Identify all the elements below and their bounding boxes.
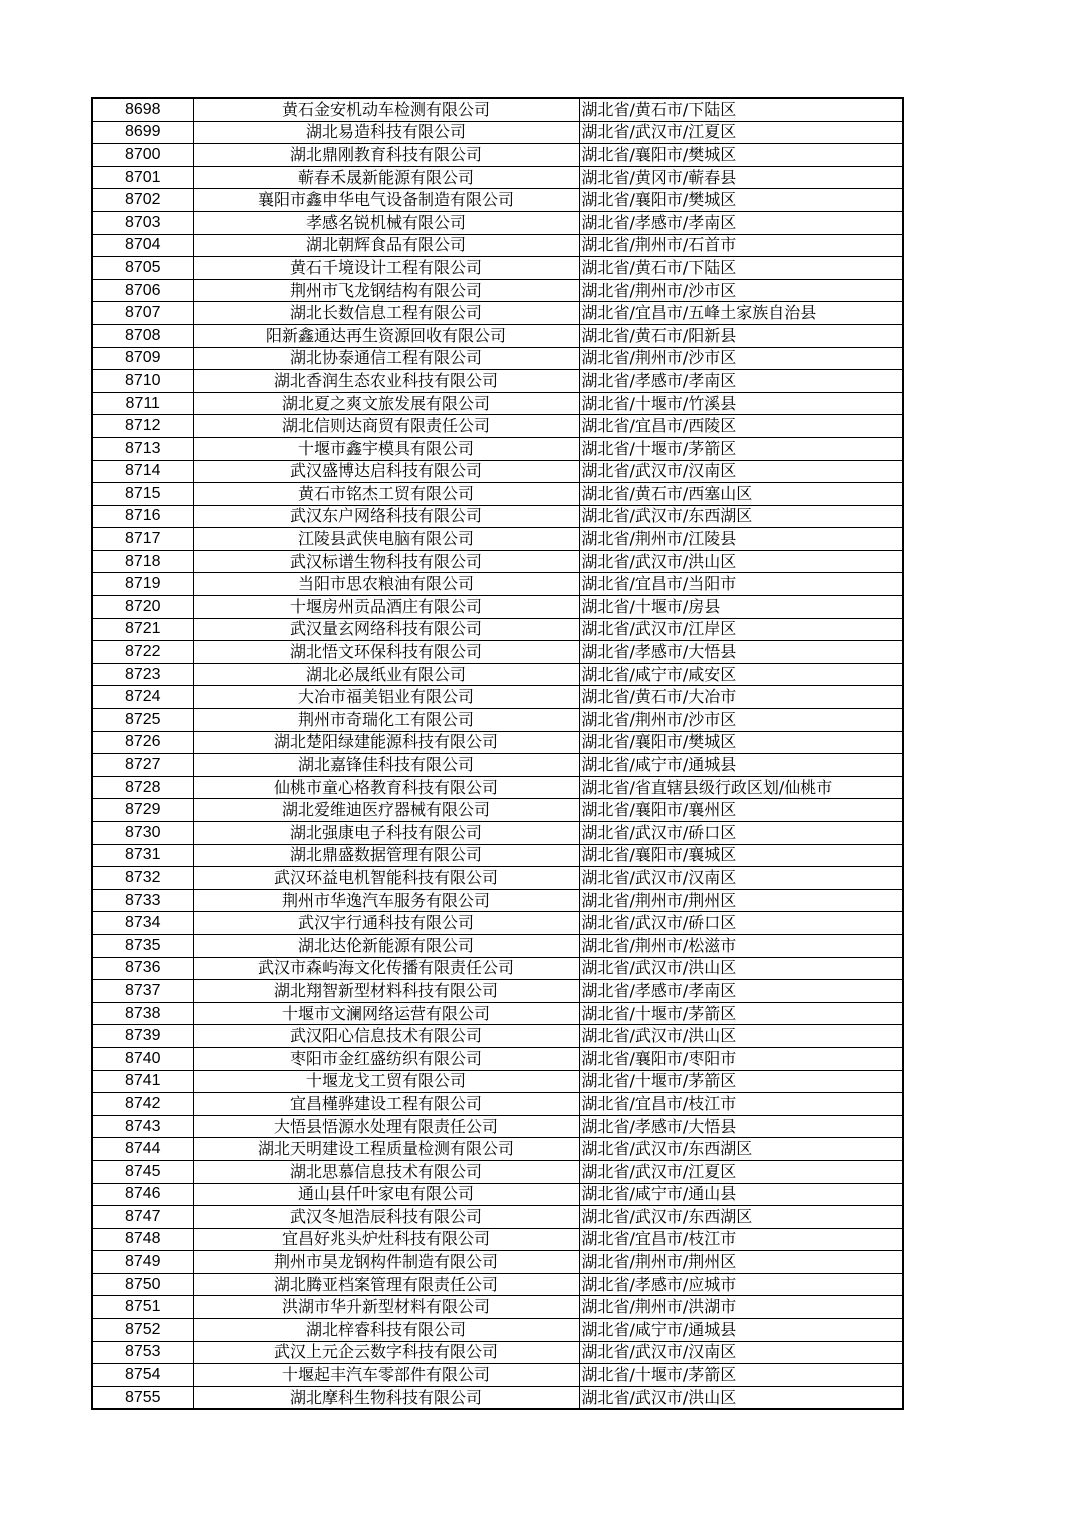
table-row <box>92 1251 903 1274</box>
row-number: 8755 <box>92 1386 193 1409</box>
table-row <box>92 1364 903 1387</box>
company-name: 武汉量玄网络科技有限公司 <box>193 618 579 641</box>
row-number: 8702 <box>92 189 193 212</box>
row-number: 8751 <box>92 1296 193 1319</box>
table-row <box>92 1047 903 1070</box>
region-path: 湖北省/孝感市/应城市 <box>579 1273 903 1296</box>
row-number: 8753 <box>92 1341 193 1364</box>
region-path: 湖北省/宜昌市/当阳市 <box>579 573 903 596</box>
table-row <box>92 121 903 144</box>
table-row <box>92 731 903 754</box>
table-row <box>92 460 903 483</box>
region-path: 湖北省/荆州市/洪湖市 <box>579 1296 903 1319</box>
company-name: 湖北摩科生物科技有限公司 <box>193 1386 579 1409</box>
table-row <box>92 867 903 890</box>
table-row <box>92 144 903 167</box>
company-name: 襄阳市鑫申华电气设备制造有限公司 <box>193 189 579 212</box>
table-row <box>92 686 903 709</box>
row-number: 8704 <box>92 234 193 257</box>
company-name: 黄石市铭杰工贸有限公司 <box>193 483 579 506</box>
row-number: 8711 <box>92 392 193 415</box>
row-number: 8729 <box>92 799 193 822</box>
region-path: 湖北省/孝感市/大悟县 <box>579 641 903 664</box>
company-name: 湖北爱维迪医疗器械有限公司 <box>193 799 579 822</box>
region-path: 湖北省/宜昌市/枝江市 <box>579 1093 903 1116</box>
company-name: 湖北思慕信息技术有限公司 <box>193 1160 579 1183</box>
region-path: 湖北省/宜昌市/西陵区 <box>579 415 903 438</box>
region-path: 湖北省/武汉市/东西湖区 <box>579 505 903 528</box>
table-row <box>92 1138 903 1161</box>
row-number: 8700 <box>92 144 193 167</box>
company-name: 湖北易造科技有限公司 <box>193 121 579 144</box>
region-path: 湖北省/襄阳市/枣阳市 <box>579 1047 903 1070</box>
row-number: 8707 <box>92 302 193 325</box>
row-number: 8732 <box>92 867 193 890</box>
region-path: 湖北省/黄石市/下陆区 <box>579 257 903 280</box>
row-number: 8744 <box>92 1138 193 1161</box>
table-row <box>92 415 903 438</box>
company-name: 十堰龙戈工贸有限公司 <box>193 1070 579 1093</box>
row-number: 8709 <box>92 347 193 370</box>
company-name: 荆州市华逸汽车服务有限公司 <box>193 889 579 912</box>
table-row <box>92 1228 903 1251</box>
row-number: 8745 <box>92 1160 193 1183</box>
region-path: 湖北省/黄石市/下陆区 <box>579 98 903 121</box>
region-path: 湖北省/荆州市/石首市 <box>579 234 903 257</box>
row-number: 8710 <box>92 370 193 393</box>
company-name: 武汉东户网络科技有限公司 <box>193 505 579 528</box>
region-path: 湖北省/荆州市/沙市区 <box>579 347 903 370</box>
region-path: 湖北省/咸宁市/通山县 <box>579 1183 903 1206</box>
row-number: 8705 <box>92 257 193 280</box>
region-path: 湖北省/武汉市/汉南区 <box>579 460 903 483</box>
company-name: 湖北悟文环保科技有限公司 <box>193 641 579 664</box>
table-row <box>92 257 903 280</box>
region-path: 湖北省/武汉市/汉南区 <box>579 1341 903 1364</box>
row-number: 8703 <box>92 211 193 234</box>
table-row <box>92 392 903 415</box>
region-path: 湖北省/武汉市/东西湖区 <box>579 1206 903 1229</box>
table-row <box>92 799 903 822</box>
table-row <box>92 618 903 641</box>
table-row <box>92 980 903 1003</box>
table-row <box>92 844 903 867</box>
row-number: 8726 <box>92 731 193 754</box>
row-number: 8713 <box>92 437 193 460</box>
company-name: 武汉环益电机智能科技有限公司 <box>193 867 579 890</box>
company-name: 湖北信则达商贸有限责任公司 <box>193 415 579 438</box>
company-name: 湖北嘉锋佳科技有限公司 <box>193 754 579 777</box>
company-name: 武汉标谱生物科技有限公司 <box>193 550 579 573</box>
company-name: 湖北协泰通信工程有限公司 <box>193 347 579 370</box>
table-row <box>92 957 903 980</box>
company-name: 荆州市飞龙钢结构有限公司 <box>193 279 579 302</box>
region-path: 湖北省/十堰市/房县 <box>579 596 903 619</box>
company-name: 江陵县武侠电脑有限公司 <box>193 528 579 551</box>
region-path: 湖北省/咸宁市/通城县 <box>579 1319 903 1342</box>
company-name: 湖北腾亚档案管理有限责任公司 <box>193 1273 579 1296</box>
row-number: 8724 <box>92 686 193 709</box>
row-number: 8742 <box>92 1093 193 1116</box>
company-name: 湖北鼎盛数据管理有限公司 <box>193 844 579 867</box>
row-number: 8735 <box>92 934 193 957</box>
company-name: 阳新鑫通达再生资源回收有限公司 <box>193 324 579 347</box>
table-row <box>92 1296 903 1319</box>
company-name: 武汉上元企云数字科技有限公司 <box>193 1341 579 1364</box>
company-name: 宜昌好兆头炉灶科技有限公司 <box>193 1228 579 1251</box>
row-number: 8725 <box>92 709 193 732</box>
region-path: 湖北省/黄石市/阳新县 <box>579 324 903 347</box>
row-number: 8721 <box>92 618 193 641</box>
table-row <box>92 550 903 573</box>
row-number: 8728 <box>92 776 193 799</box>
company-name: 当阳市思农粮油有限公司 <box>193 573 579 596</box>
row-number: 8754 <box>92 1364 193 1387</box>
company-name: 黄石金安机动车检测有限公司 <box>193 98 579 121</box>
table-row <box>92 822 903 845</box>
table-row <box>92 1319 903 1342</box>
table-row <box>92 754 903 777</box>
table-row <box>92 1025 903 1048</box>
region-path: 湖北省/咸宁市/咸安区 <box>579 663 903 686</box>
company-name: 湖北必晟纸业有限公司 <box>193 663 579 686</box>
region-path: 湖北省/襄阳市/樊城区 <box>579 189 903 212</box>
company-name: 荆州市昊龙钢构件制造有限公司 <box>193 1251 579 1274</box>
row-number: 8701 <box>92 166 193 189</box>
table-row <box>92 934 903 957</box>
table-row <box>92 709 903 732</box>
row-number: 8712 <box>92 415 193 438</box>
region-path: 湖北省/襄阳市/樊城区 <box>579 144 903 167</box>
table-row <box>92 1341 903 1364</box>
company-name: 湖北达伦新能源有限公司 <box>193 934 579 957</box>
table-row <box>92 1273 903 1296</box>
row-number: 8715 <box>92 483 193 506</box>
region-path: 湖北省/荆州市/江陵县 <box>579 528 903 551</box>
region-path: 湖北省/荆州市/松滋市 <box>579 934 903 957</box>
region-path: 湖北省/荆州市/荆州区 <box>579 1251 903 1274</box>
row-number: 8750 <box>92 1273 193 1296</box>
row-number: 8738 <box>92 1002 193 1025</box>
company-name: 湖北长数信息工程有限公司 <box>193 302 579 325</box>
region-path: 湖北省/襄阳市/樊城区 <box>579 731 903 754</box>
table-row <box>92 1183 903 1206</box>
row-number: 8733 <box>92 889 193 912</box>
region-path: 湖北省/咸宁市/通城县 <box>579 754 903 777</box>
row-number: 8723 <box>92 663 193 686</box>
table-row <box>92 776 903 799</box>
row-number: 8748 <box>92 1228 193 1251</box>
table-row <box>92 302 903 325</box>
table-row <box>92 211 903 234</box>
region-path: 湖北省/荆州市/沙市区 <box>579 709 903 732</box>
row-number: 8716 <box>92 505 193 528</box>
region-path: 湖北省/襄阳市/襄州区 <box>579 799 903 822</box>
region-path: 湖北省/武汉市/洪山区 <box>579 550 903 573</box>
table-row <box>92 1206 903 1229</box>
region-path: 湖北省/黄石市/大冶市 <box>579 686 903 709</box>
company-name: 湖北鼎刚教育科技有限公司 <box>193 144 579 167</box>
row-number: 8740 <box>92 1047 193 1070</box>
region-path: 湖北省/孝感市/孝南区 <box>579 370 903 393</box>
table-row <box>92 483 903 506</box>
region-path: 湖北省/武汉市/洪山区 <box>579 1025 903 1048</box>
company-name: 蕲春禾晟新能源有限公司 <box>193 166 579 189</box>
region-path: 湖北省/省直辖县级行政区划/仙桃市 <box>579 776 903 799</box>
table-row <box>92 1115 903 1138</box>
region-path: 湖北省/黄冈市/蕲春县 <box>579 166 903 189</box>
company-name: 武汉冬旭浩辰科技有限公司 <box>193 1206 579 1229</box>
region-path: 湖北省/孝感市/大悟县 <box>579 1115 903 1138</box>
table-row <box>92 505 903 528</box>
company-name: 通山县仟叶家电有限公司 <box>193 1183 579 1206</box>
company-name: 仙桃市童心格教育科技有限公司 <box>193 776 579 799</box>
row-number: 8743 <box>92 1115 193 1138</box>
company-name: 武汉宇行通科技有限公司 <box>193 912 579 935</box>
row-number: 8731 <box>92 844 193 867</box>
row-number: 8746 <box>92 1183 193 1206</box>
table-row <box>92 641 903 664</box>
table-row <box>92 347 903 370</box>
table-row <box>92 437 903 460</box>
row-number: 8739 <box>92 1025 193 1048</box>
company-name: 孝感名锐机械有限公司 <box>193 211 579 234</box>
region-path: 湖北省/荆州市/沙市区 <box>579 279 903 302</box>
row-number: 8720 <box>92 596 193 619</box>
row-number: 8698 <box>92 98 193 121</box>
region-path: 湖北省/宜昌市/五峰土家族自治县 <box>579 302 903 325</box>
company-name: 十堰市文澜网络运营有限公司 <box>193 1002 579 1025</box>
company-name: 十堰房州贡品酒庄有限公司 <box>193 596 579 619</box>
row-number: 8734 <box>92 912 193 935</box>
company-name: 湖北朝辉食品有限公司 <box>193 234 579 257</box>
table-row <box>92 573 903 596</box>
region-path: 湖北省/武汉市/硚口区 <box>579 822 903 845</box>
table-row <box>92 234 903 257</box>
company-name: 湖北楚阳绿建能源科技有限公司 <box>193 731 579 754</box>
row-number: 8736 <box>92 957 193 980</box>
row-number: 8752 <box>92 1319 193 1342</box>
row-number: 8699 <box>92 121 193 144</box>
table-row <box>92 189 903 212</box>
region-path: 湖北省/十堰市/茅箭区 <box>579 437 903 460</box>
region-path: 湖北省/十堰市/茅箭区 <box>579 1364 903 1387</box>
table-row <box>92 528 903 551</box>
region-path: 湖北省/黄石市/西塞山区 <box>579 483 903 506</box>
company-name: 武汉阳心信息技术有限公司 <box>193 1025 579 1048</box>
table-row <box>92 98 903 121</box>
table-row <box>92 596 903 619</box>
table-row <box>92 166 903 189</box>
row-number: 8741 <box>92 1070 193 1093</box>
table-row <box>92 1160 903 1183</box>
table-row <box>92 1093 903 1116</box>
table-row <box>92 889 903 912</box>
region-path: 湖北省/宜昌市/枝江市 <box>579 1228 903 1251</box>
company-name: 枣阳市金红盛纺织有限公司 <box>193 1047 579 1070</box>
company-name: 洪湖市华升新型材料有限公司 <box>193 1296 579 1319</box>
region-path: 湖北省/武汉市/硚口区 <box>579 912 903 935</box>
table-row <box>92 1070 903 1093</box>
region-path: 湖北省/武汉市/洪山区 <box>579 957 903 980</box>
table-row <box>92 663 903 686</box>
company-name: 湖北天明建设工程质量检测有限公司 <box>193 1138 579 1161</box>
company-name: 武汉市森屿海文化传播有限责任公司 <box>193 957 579 980</box>
row-number: 8718 <box>92 550 193 573</box>
region-path: 湖北省/武汉市/东西湖区 <box>579 1138 903 1161</box>
table-row <box>92 1002 903 1025</box>
region-path: 湖北省/武汉市/江夏区 <box>579 1160 903 1183</box>
table-row <box>92 370 903 393</box>
region-path: 湖北省/荆州市/荆州区 <box>579 889 903 912</box>
company-name: 十堰市鑫宇模具有限公司 <box>193 437 579 460</box>
company-name: 宜昌槿骅建设工程有限公司 <box>193 1093 579 1116</box>
region-path: 湖北省/十堰市/竹溪县 <box>579 392 903 415</box>
row-number: 8737 <box>92 980 193 1003</box>
region-path: 湖北省/武汉市/汉南区 <box>579 867 903 890</box>
region-path: 湖北省/武汉市/江夏区 <box>579 121 903 144</box>
table-body <box>92 98 903 1409</box>
company-name: 湖北梓睿科技有限公司 <box>193 1319 579 1342</box>
company-name: 湖北翔智新型材料科技有限公司 <box>193 980 579 1003</box>
row-number: 8722 <box>92 641 193 664</box>
region-path: 湖北省/十堰市/茅箭区 <box>579 1002 903 1025</box>
company-list-table <box>91 97 904 1410</box>
company-name: 十堰起丰汽车零部件有限公司 <box>193 1364 579 1387</box>
company-name: 大冶市福美铝业有限公司 <box>193 686 579 709</box>
region-path: 湖北省/十堰市/茅箭区 <box>579 1070 903 1093</box>
table-row <box>92 912 903 935</box>
row-number: 8714 <box>92 460 193 483</box>
company-name: 武汉盛博达启科技有限公司 <box>193 460 579 483</box>
region-path: 湖北省/孝感市/孝南区 <box>579 211 903 234</box>
row-number: 8727 <box>92 754 193 777</box>
row-number: 8717 <box>92 528 193 551</box>
row-number: 8730 <box>92 822 193 845</box>
row-number: 8719 <box>92 573 193 596</box>
table-row <box>92 1386 903 1409</box>
company-name: 湖北夏之爽文旅发展有限公司 <box>193 392 579 415</box>
region-path: 湖北省/武汉市/江岸区 <box>579 618 903 641</box>
region-path: 湖北省/襄阳市/襄城区 <box>579 844 903 867</box>
company-name: 荆州市奇瑞化工有限公司 <box>193 709 579 732</box>
row-number: 8706 <box>92 279 193 302</box>
region-path: 湖北省/武汉市/洪山区 <box>579 1386 903 1409</box>
table-row <box>92 324 903 347</box>
row-number: 8749 <box>92 1251 193 1274</box>
company-name: 黄石千境设计工程有限公司 <box>193 257 579 280</box>
company-name: 大悟县悟源水处理有限责任公司 <box>193 1115 579 1138</box>
row-number: 8708 <box>92 324 193 347</box>
company-name: 湖北香润生态农业科技有限公司 <box>193 370 579 393</box>
region-path: 湖北省/孝感市/孝南区 <box>579 980 903 1003</box>
row-number: 8747 <box>92 1206 193 1229</box>
company-name: 湖北强康电子科技有限公司 <box>193 822 579 845</box>
table-row <box>92 279 903 302</box>
